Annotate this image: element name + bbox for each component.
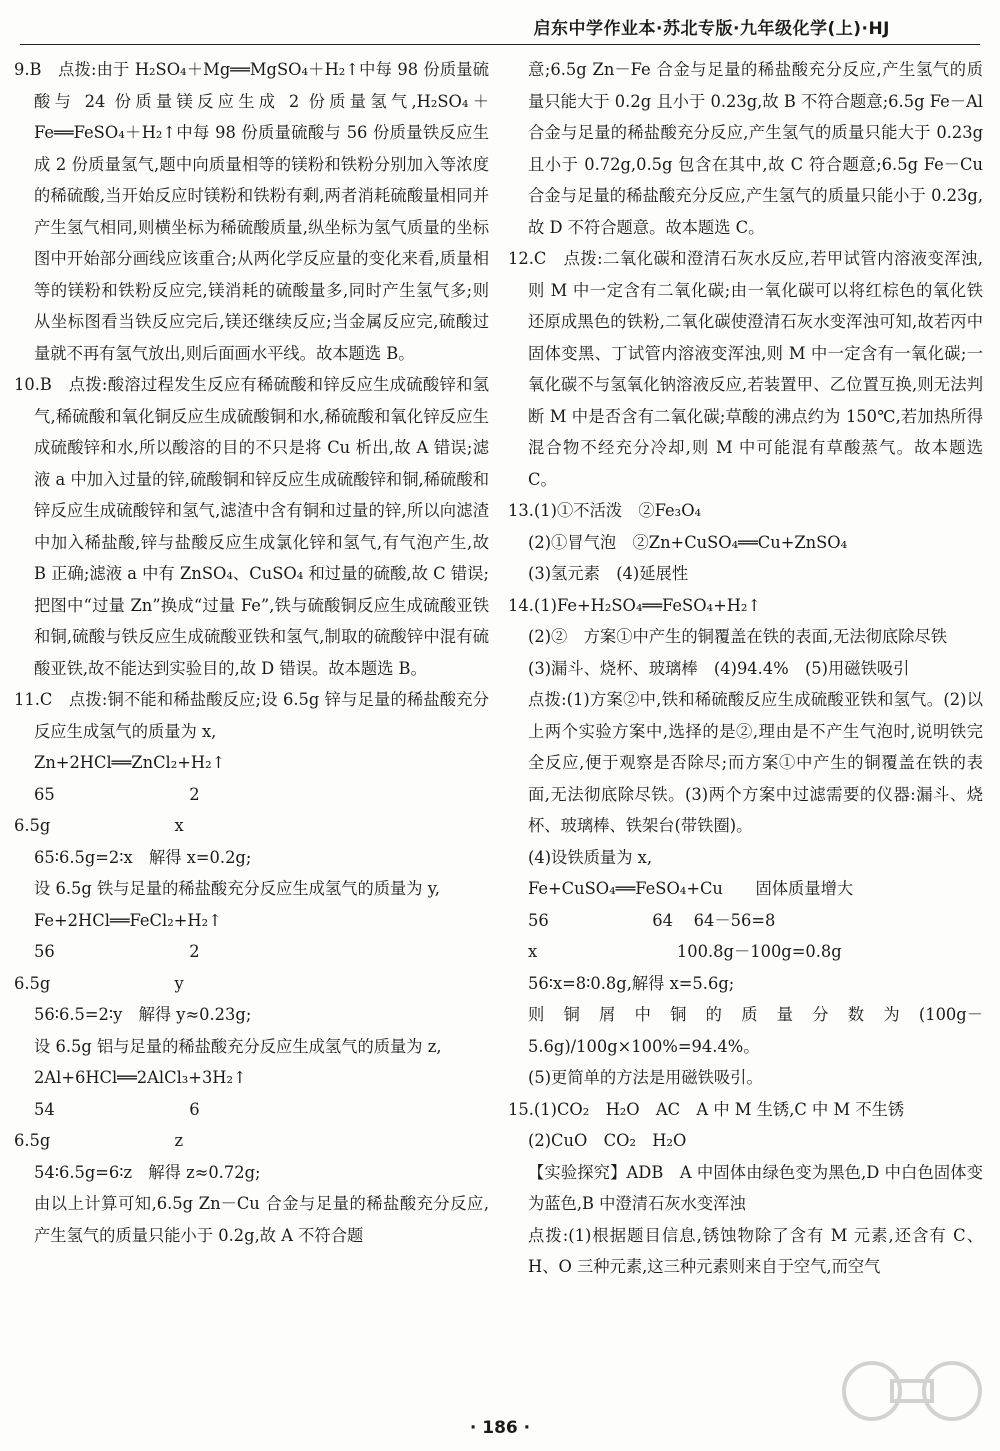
header-rule <box>20 44 980 45</box>
left-paragraph: 65 2 <box>34 784 200 804</box>
right-paragraph: 14.(1)Fe+H₂SO₄══FeSO₄+H₂↑ <box>508 595 762 615</box>
right-paragraph: 56 64 64－56=8 <box>528 910 776 930</box>
page-header <box>0 0 1000 48</box>
left-column <box>14 54 489 1251</box>
book-title: 启东中学作业本·苏北专版·九年级化学(上)·HJ <box>533 19 890 39</box>
right-paragraph: Fe+CuSO₄══FeSO₄+Cu 固体质量增大 <box>528 879 854 898</box>
right-paragraph: (5)更简单的方法是用磁铁吸引。 <box>528 1068 763 1087</box>
right-paragraph: 点拨:(1)方案②中,铁和稀硫酸反应生成硫酸亚铁和氢气。(2)以上两个实验方案中,选择的是②,理由是不产生气泡时,说明铁完全反应,便于观察是否除尽;而方案①中产生的铜覆盖在铁的表面,无法彻底除尽铁。(3)两个方案中过滤需要的仪器:漏斗、烧杯、玻璃棒、铁架台(带铁圈)。 <box>528 690 983 835</box>
right-paragraph: 点拨:(1)根据题目信息,锈蚀物除了含有 M 元素,还含有 C、H、O 三种元素,这三种元素则来自于空气,而空气 <box>528 1225 983 1276</box>
right-paragraph: 12.C 点拨:二氧化碳和澄清石灰水反应,若甲试管内溶液变浑浊,则 M 中一定含有二氧化碳;由一氧化碳可以将红棕色的氧化铁还原成黑色的铁粉,二氧化碳使澄清石灰水变浑浊可知,故若丙中固体变黑、丁试管内溶液变浑浊,则 M 中一定含有一氧化碳;一氧化碳不与氢氧化钠溶液反应,若装置甲、乙位置互换,则无法判断 M 中是否含有二氧化碳;草酸的沸点约为 150℃,若加热所得混合物不经充分冷却,则 M 中可能混有草酸蒸气。故本题选 C。 <box>508 249 983 489</box>
right-column <box>508 54 983 1283</box>
left-paragraph: Zn+2HCl══ZnCl₂+H₂↑ <box>34 753 226 772</box>
right-paragraph: (2)①冒气泡 ②Zn+CuSO₄══Cu+ZnSO₄ <box>528 532 848 552</box>
right-paragraph: x 100.8g－100g=0.8g <box>528 942 842 961</box>
left-paragraph: 6.5g y <box>14 973 184 993</box>
right-paragraph: (3)氢元素 (4)延展性 <box>528 564 689 583</box>
right-paragraph: (2)② 方案①中产生的铜覆盖在铁的表面,无法彻底除尽铁 <box>528 627 947 646</box>
watermark-logo <box>832 1351 992 1431</box>
left-paragraph: 6.5g x <box>14 816 184 835</box>
left-paragraph: 6.5g z <box>14 1131 184 1150</box>
left-paragraph: 11.C 点拨:铜不能和稀盐酸反应;设 6.5g 锌与足量的稀盐酸充分反应生成氢气的质量为 x, <box>14 690 489 741</box>
left-paragraph: 65∶6.5g=2∶x 解得 x=0.2g; <box>34 847 252 867</box>
left-paragraph: 由以上计算可知,6.5g Zn－Cu 合金与足量的稀盐酸充分反应,产生氢气的质量只能小于 0.2g,故 A 不符合题 <box>34 1194 489 1245</box>
right-paragraph: 意;6.5g Zn－Fe 合金与足量的稀盐酸充分反应,产生氢气的质量只能大于 0.2g 且小于 0.23g,故 B 不符合题意;6.5g Fe－Al 合金与足量的稀盐酸充分反应,产生氢气的质量只能大于 0.23g 且小于 0.72g,0.5g 包含在其中,故 C 符合题意;6.5g Fe－Cu 合金与足量的稀盐酸充分反应,产生氢气的质量只能小于 0.23g,故 D 不符合题意。故本题选 C。 <box>528 60 983 237</box>
right-paragraph: 13.(1)①不活泼 ②Fe₃O₄ <box>508 501 702 520</box>
left-paragraph: 设 6.5g 铁与足量的稀盐酸充分反应生成氢气的质量为 y, <box>34 879 440 898</box>
left-paragraph: 54∶6.5g=6∶z 解得 z≈0.72g; <box>34 1162 261 1182</box>
right-paragraph: (3)漏斗、烧杯、玻璃棒 (4)94.4% (5)用磁铁吸引 <box>528 658 910 678</box>
left-paragraph: 56 2 <box>34 942 200 961</box>
page-number: · 186 · <box>469 1418 531 1438</box>
left-paragraph: Fe+2HCl══FeCl₂+H₂↑ <box>34 910 222 930</box>
right-paragraph: 则铜屑中铜的质量分数为(100g－5.6g)/100g×100%=94.4%。 <box>528 1005 983 1056</box>
left-paragraph: 2Al+6HCl══2AlCl₃+3H₂↑ <box>34 1068 247 1087</box>
right-paragraph: 56∶x=8∶0.8g,解得 x=5.6g; <box>528 973 735 993</box>
left-paragraph: 设 6.5g 铝与足量的稀盐酸充分反应生成氢气的质量为 z, <box>34 1036 442 1056</box>
right-paragraph: 【实验探究】ADB A 中固体由绿色变为黑色,D 中白色固体变为蓝色,B 中澄清石灰水变浑浊 <box>528 1162 983 1213</box>
left-paragraph: 56∶6.5=2∶y 解得 y≈0.23g; <box>34 1005 252 1024</box>
left-paragraph: 54 6 <box>34 1099 200 1119</box>
right-paragraph: 15.(1)CO₂ H₂O AC A 中 M 生锈,C 中 M 不生锈 <box>508 1099 905 1119</box>
left-paragraph: 9.B 点拨:由于 H₂SO₄＋Mg══MgSO₄＋H₂↑中每 98 份质量硫酸与 24 份质量镁反应生成 2 份质量氢气,H₂SO₄＋Fe══FeSO₄＋H₂↑中每 98 份质量硫酸与 56 份质量铁反应生成 2 份质量氢气,题中向质量相等的镁粉和铁粉分别加入等浓度的稀硫酸,当开始反应时镁粉和铁粉有剩,两者消耗硫酸量相同并产生氢气相同,则横坐标为稀硫酸质量,纵坐标为氢气质量的坐标图中开始部分画线应该重合;从两化学反应量的变化来看,质量相等的镁粉和铁粉反应完,镁消耗的硫酸量多,同时产生氢气多;则从坐标图看当铁反应完后,镁还继续反应;当金属反应完,硫酸过量就不再有氢气放出,则后面画水平线。故本题选 B。 <box>14 60 489 363</box>
left-paragraph: 10.B 点拨:酸溶过程发生反应有稀硫酸和锌反应生成硫酸锌和氢气,稀硫酸和氧化铜反应生成硫酸铜和水,稀硫酸和氧化锌反应生成硫酸锌和水,所以酸溶的目的不只是将 Cu 析出,故 A 错误;滤液 a 中加入过量的锌,硫酸铜和锌反应生成硫酸锌和铜,稀硫酸和锌反应生成硫酸锌和氢气,滤渣中含有铜和过量的锌,所以向滤渣中加入稀盐酸,锌与盐酸反应生成氯化锌和氢气,有气泡产生,故 B 正确;滤液 a 中有 ZnSO₄、CuSO₄ 和过量的硫酸,故 C 错误;把图中“过量 Zn”换成“过量 Fe”,铁与硫酸铜反应生成硫酸亚铁和铜,硫酸与铁反应生成硫酸亚铁和氢气,制取的硫酸锌中混有硫酸亚铁,故不能达到实验目的,故 D 错误。故本题选 B。 <box>14 375 489 678</box>
right-paragraph: (2)CuO CO₂ H₂O <box>528 1131 687 1150</box>
right-paragraph: (4)设铁质量为 x, <box>528 847 653 867</box>
